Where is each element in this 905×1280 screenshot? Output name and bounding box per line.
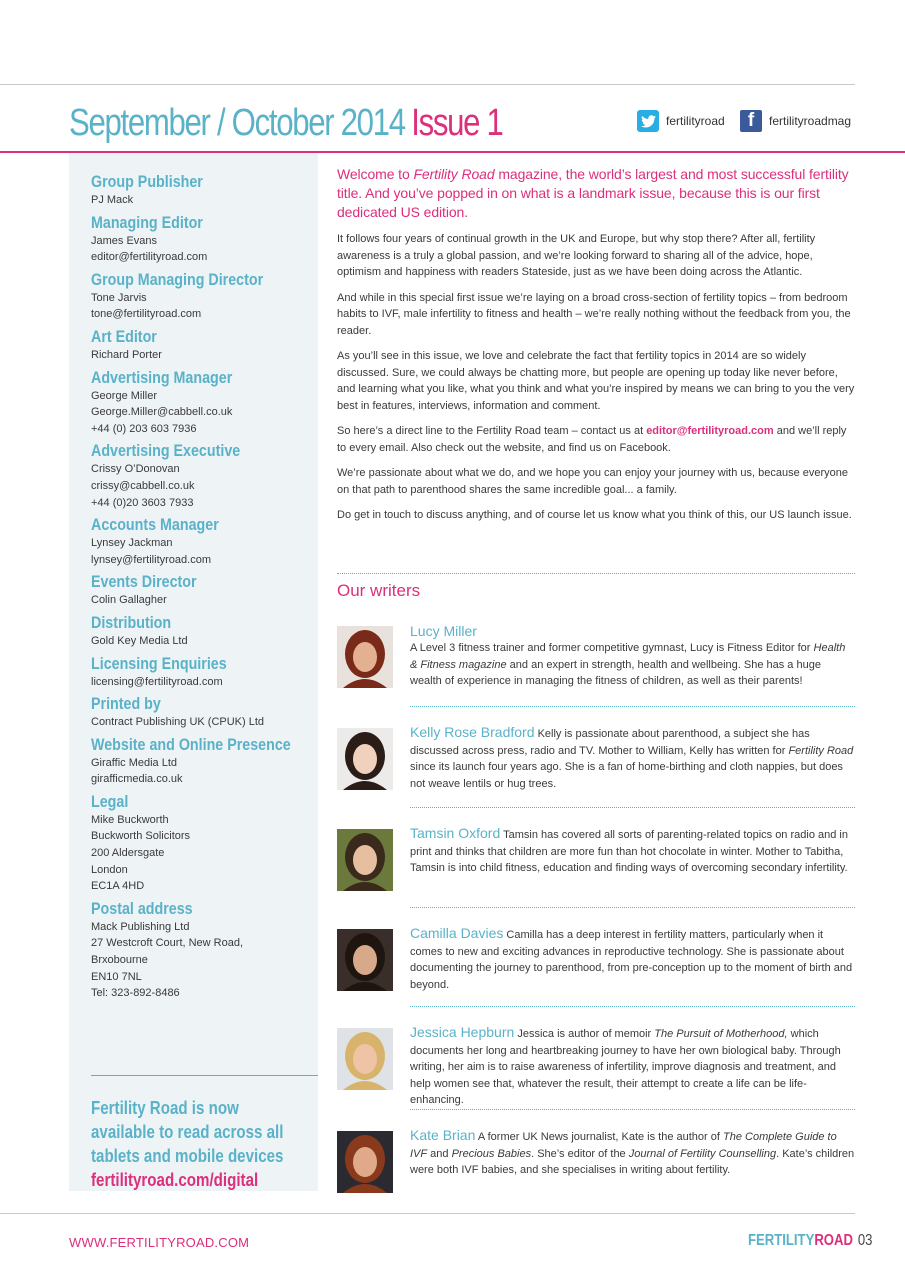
staff-detail: PJ Mack bbox=[91, 194, 134, 206]
intro-lead-title: Fertility Road bbox=[413, 166, 495, 182]
writer-divider bbox=[410, 807, 855, 808]
staff-detail: George Miller bbox=[91, 389, 158, 402]
editor-email-link[interactable]: editor@fertilityroad.com bbox=[646, 425, 774, 437]
staff-role: Distribution bbox=[91, 612, 172, 632]
footer-brand bbox=[748, 1232, 872, 1250]
intro-lead-text: Welcome to bbox=[337, 166, 414, 182]
publication-title: The Complete Guide to IVF bbox=[410, 1131, 837, 1160]
publication-title: Fertility Road bbox=[788, 744, 854, 757]
staff-detail: Tone Jarvis bbox=[91, 291, 147, 304]
staff-detail: Giraffic Media Ltd bbox=[91, 756, 178, 769]
writer-bio-text: A Level 3 fitness trainer and former competitive gymnast, Lucy is Fitness Editor for bbox=[410, 642, 814, 654]
writer-photo bbox=[337, 929, 393, 991]
writer-bio-text: since its launch four years ago. She is a fan of home-birthing and cloth nappies, but does not weave lentils or hug trees. bbox=[410, 761, 843, 790]
staff-role: Advertising Executive bbox=[91, 441, 241, 461]
staff-role: Managing Editor bbox=[91, 212, 203, 232]
writer-bio-text: Camilla has a deep interest in fertility matters, particularly when it comes to new and exciting advances in reproductive technology. She is passionate about documenting the journey to parenthood, from pre-conception up to the moment of birth and beyond. bbox=[410, 929, 853, 991]
issue-date: September / October 2014 bbox=[69, 102, 405, 144]
writer-photo bbox=[337, 728, 393, 790]
staff-detail: Brxobourne bbox=[91, 954, 148, 967]
staff-role: Website and Online Presence bbox=[91, 734, 291, 754]
writer-bio-text: Tamsin has covered all sorts of parenting-related topics on radio and in print and thinks that children are more fun than hot chocolate in winter. Mother to Tabitha, Tamsin is into child fitness, education and finding ways of overcoming secondary infertility. bbox=[410, 829, 848, 874]
section-divider bbox=[337, 573, 855, 574]
staff-detail: 27 Westcroft Court, New Road, bbox=[91, 937, 244, 950]
intro-lead-text-2: magazine, the world’s largest and most successful fertility title. And you’ve popped in on what is a landmark issue, because this is our first dedicated US edition. bbox=[337, 166, 849, 220]
staff-entry bbox=[91, 270, 318, 323]
staff-detail: 200 Aldersgate bbox=[91, 847, 165, 860]
digital-promo bbox=[91, 1096, 288, 1192]
writer-bio bbox=[410, 825, 855, 877]
staff-entry bbox=[91, 735, 318, 788]
writer-bio bbox=[410, 623, 855, 690]
staff-role: Art Editor bbox=[91, 326, 157, 346]
editorial-welcome bbox=[337, 165, 857, 533]
twitter-icon bbox=[637, 110, 659, 132]
writer-bio-text: . Kate’s children were both IVF babies, and she specialises in writing about fertility. bbox=[410, 1147, 855, 1176]
staff-role: Group Managing Director bbox=[91, 269, 264, 289]
writer-photo bbox=[337, 1131, 393, 1193]
digital-link[interactable]: fertilityroad.com/digital bbox=[91, 1170, 259, 1190]
publication-title: Health & Fitness magazine bbox=[410, 642, 846, 671]
writer-bio-text: . She’s editor of the bbox=[531, 1147, 629, 1160]
staff-detail: Buckworth Solicitors bbox=[91, 830, 191, 843]
writer-bio bbox=[410, 1127, 855, 1179]
top-rule bbox=[0, 84, 855, 85]
staff-detail: Colin Gallagher bbox=[91, 594, 167, 607]
writers-heading: Our writers bbox=[337, 581, 421, 600]
staff-role: Postal address bbox=[91, 898, 193, 918]
staff-detail: EC1A 4HD bbox=[91, 880, 145, 893]
staff-detail: Contract Publishing UK (CPUK) Ltd bbox=[91, 716, 265, 729]
brand-fertility: FERTILITY bbox=[748, 1232, 815, 1249]
staff-entry bbox=[91, 654, 318, 691]
writer-bio bbox=[410, 724, 855, 792]
staff-role: Events Director bbox=[91, 572, 197, 592]
staff-detail: +44 (0) 203 603 7936 bbox=[91, 422, 197, 435]
writer-name: Camilla Davies bbox=[410, 925, 504, 941]
body-paragraph: As you’ll see in this issue, we love and celebrate the fact that fertility topics in 2014 are so widely discussed. Sure, we could always be chatting more, but people are opening up today like never before, and learning what you like, what you think and what you’re inspired by means we can bring to you the very best in features, interviews, information and comment. bbox=[337, 350, 855, 412]
staff-detail: Mike Buckworth bbox=[91, 813, 169, 826]
writer-bio-text: A former UK News journalist, Kate is the author of bbox=[477, 1131, 723, 1143]
staff-detail[interactable]: tone@fertilityroad.com bbox=[91, 308, 202, 321]
staff-role: Accounts Manager bbox=[91, 515, 219, 535]
writer-bio-text: which documents her long and heartbreaking journey to have her own biological baby. Through writing, her aim is to raise awareness of infertility, improve diagnosis and treatment, and help women see that, whatever the result, their attempt to create a life can be life-enhancing. bbox=[410, 1028, 841, 1106]
staff-detail[interactable]: George.Miller@cabbell.co.uk bbox=[91, 406, 233, 419]
staff-role: Group Publisher bbox=[91, 172, 203, 191]
staff-entry bbox=[91, 899, 318, 1002]
writer-divider bbox=[410, 1006, 855, 1007]
footer-website-link[interactable]: WWW.FERTILITYROAD.COM bbox=[69, 1235, 250, 1250]
writer-bio bbox=[410, 1024, 855, 1109]
twitter-handle: fertilityroad bbox=[666, 114, 725, 128]
writer-photo bbox=[337, 829, 393, 891]
body-paragraph: Do get in touch to discuss anything, and of course let us know what you think of this, our US launch issue. bbox=[337, 509, 852, 521]
facebook-icon: f bbox=[740, 110, 762, 132]
staff-detail: Crissy O’Donovan bbox=[91, 463, 180, 476]
staff-role: Printed by bbox=[91, 694, 161, 714]
writer-name: Kate Brian bbox=[410, 1127, 476, 1143]
staff-detail[interactable]: girafficmedia.co.uk bbox=[91, 773, 183, 786]
writer-photo bbox=[337, 1028, 393, 1090]
writer-name: Jessica Hepburn bbox=[410, 1024, 515, 1040]
staff-detail: Tel: 323-892-8486 bbox=[91, 987, 180, 1000]
writer-divider bbox=[410, 706, 855, 707]
staff-detail: Richard Porter bbox=[91, 348, 162, 361]
publication-title: Precious Babies bbox=[451, 1147, 532, 1160]
staff-entry bbox=[91, 441, 318, 511]
writer-bio-text: and bbox=[427, 1147, 452, 1160]
writer-bio-text: and an expert in strength, health and wellbeing. She has a huge wealth of experience in managing the fitness of children, as well as their parents! bbox=[410, 658, 821, 687]
body-paragraph: And while in this special first issue we’re laying on a broad cross-section of fertility topics – from bedroom habits to IVF, male infertility to fitness and health – we’re really nothing without the feedback from you, the reader. bbox=[337, 291, 851, 337]
staff-detail: James Evans bbox=[91, 234, 158, 247]
facebook-link[interactable] bbox=[740, 110, 851, 132]
staff-detail: Gold Key Media Ltd bbox=[91, 634, 188, 647]
body-paragraph bbox=[337, 423, 857, 456]
page-title bbox=[69, 96, 503, 150]
staff-entry bbox=[91, 572, 318, 609]
writer-photo bbox=[337, 626, 393, 688]
staff-entry bbox=[91, 213, 318, 266]
publication-title: The Pursuit of Motherhood, bbox=[654, 1028, 788, 1040]
staff-detail[interactable]: crissy@cabbell.co.uk bbox=[91, 479, 195, 492]
staff-role: Advertising Manager bbox=[91, 367, 233, 387]
writer-divider bbox=[410, 907, 855, 908]
staff-detail[interactable]: licensing@fertilityroad.com bbox=[91, 675, 223, 688]
staff-entry bbox=[91, 172, 318, 209]
staff-role: Licensing Enquiries bbox=[91, 653, 227, 673]
staff-detail: Mack Publishing Ltd bbox=[91, 920, 190, 933]
page-number: 03 bbox=[857, 1232, 873, 1249]
writer-bio bbox=[410, 925, 855, 993]
staff-entry bbox=[91, 694, 318, 731]
writer-name: Tamsin Oxford bbox=[410, 825, 501, 841]
publication-title: Journal of Fertility Counselling bbox=[628, 1147, 777, 1160]
writer-bio-text: Kelly is passionate about parenthood, a subject she has discussed across press, radio and TV. Mother to William, Kelly has written for bbox=[410, 728, 810, 757]
masthead-sidebar bbox=[69, 153, 318, 1191]
twitter-link[interactable] bbox=[637, 110, 725, 132]
staff-list bbox=[91, 172, 318, 1002]
writer-bio-text: Jessica is author of memoir bbox=[517, 1028, 655, 1040]
staff-detail: Lynsey Jackman bbox=[91, 537, 173, 550]
writer-name: Lucy Miller bbox=[410, 623, 477, 639]
body-paragraph: It follows four years of continual growth in the UK and Europe, but why stop there? After all, fertility awareness is a truly a global passion, and we’re looking forward to sharing all of the advice, hope, optimism and happiness with readers Stateside, just as we have been doing across the Atlantic. bbox=[337, 233, 816, 278]
staff-detail[interactable]: lynsey@fertilityroad.com bbox=[91, 553, 211, 566]
facebook-handle: fertilityroadmag bbox=[769, 114, 852, 128]
promo-text: Fertility Road is now available to read across all tablets and mobile devices bbox=[91, 1098, 284, 1166]
staff-detail: +44 (0)20 3603 7933 bbox=[91, 496, 194, 509]
sidebar-divider bbox=[91, 1075, 318, 1076]
writer-name: Kelly Rose Bradford bbox=[410, 724, 535, 740]
staff-entry bbox=[91, 327, 318, 364]
body-paragraph: We’re passionate about what we do, and we hope you can enjoy your journey with us, because everyone on that path to parenthood shares the same incredible goal... a family. bbox=[337, 467, 849, 496]
staff-entry bbox=[91, 613, 318, 650]
intro-lead bbox=[337, 165, 857, 222]
staff-entry bbox=[91, 515, 318, 568]
writer-divider bbox=[410, 1109, 855, 1110]
staff-entry bbox=[91, 792, 318, 895]
staff-detail[interactable]: editor@fertilityroad.com bbox=[91, 251, 208, 264]
issue-number: Issue 1 bbox=[411, 102, 503, 144]
staff-detail: EN10 7NL bbox=[91, 970, 142, 983]
staff-entry bbox=[91, 368, 318, 438]
brand-road: ROAD bbox=[814, 1232, 853, 1249]
footer-rule bbox=[0, 1213, 855, 1214]
contact-text-2: and we’ll reply to every email. Also check out the website, and find us on Facebook. bbox=[337, 425, 847, 454]
staff-role: Legal bbox=[91, 791, 129, 811]
staff-detail: London bbox=[91, 863, 128, 876]
contact-text: So here’s a direct line to the Fertility Road team – contact us at bbox=[337, 425, 647, 437]
